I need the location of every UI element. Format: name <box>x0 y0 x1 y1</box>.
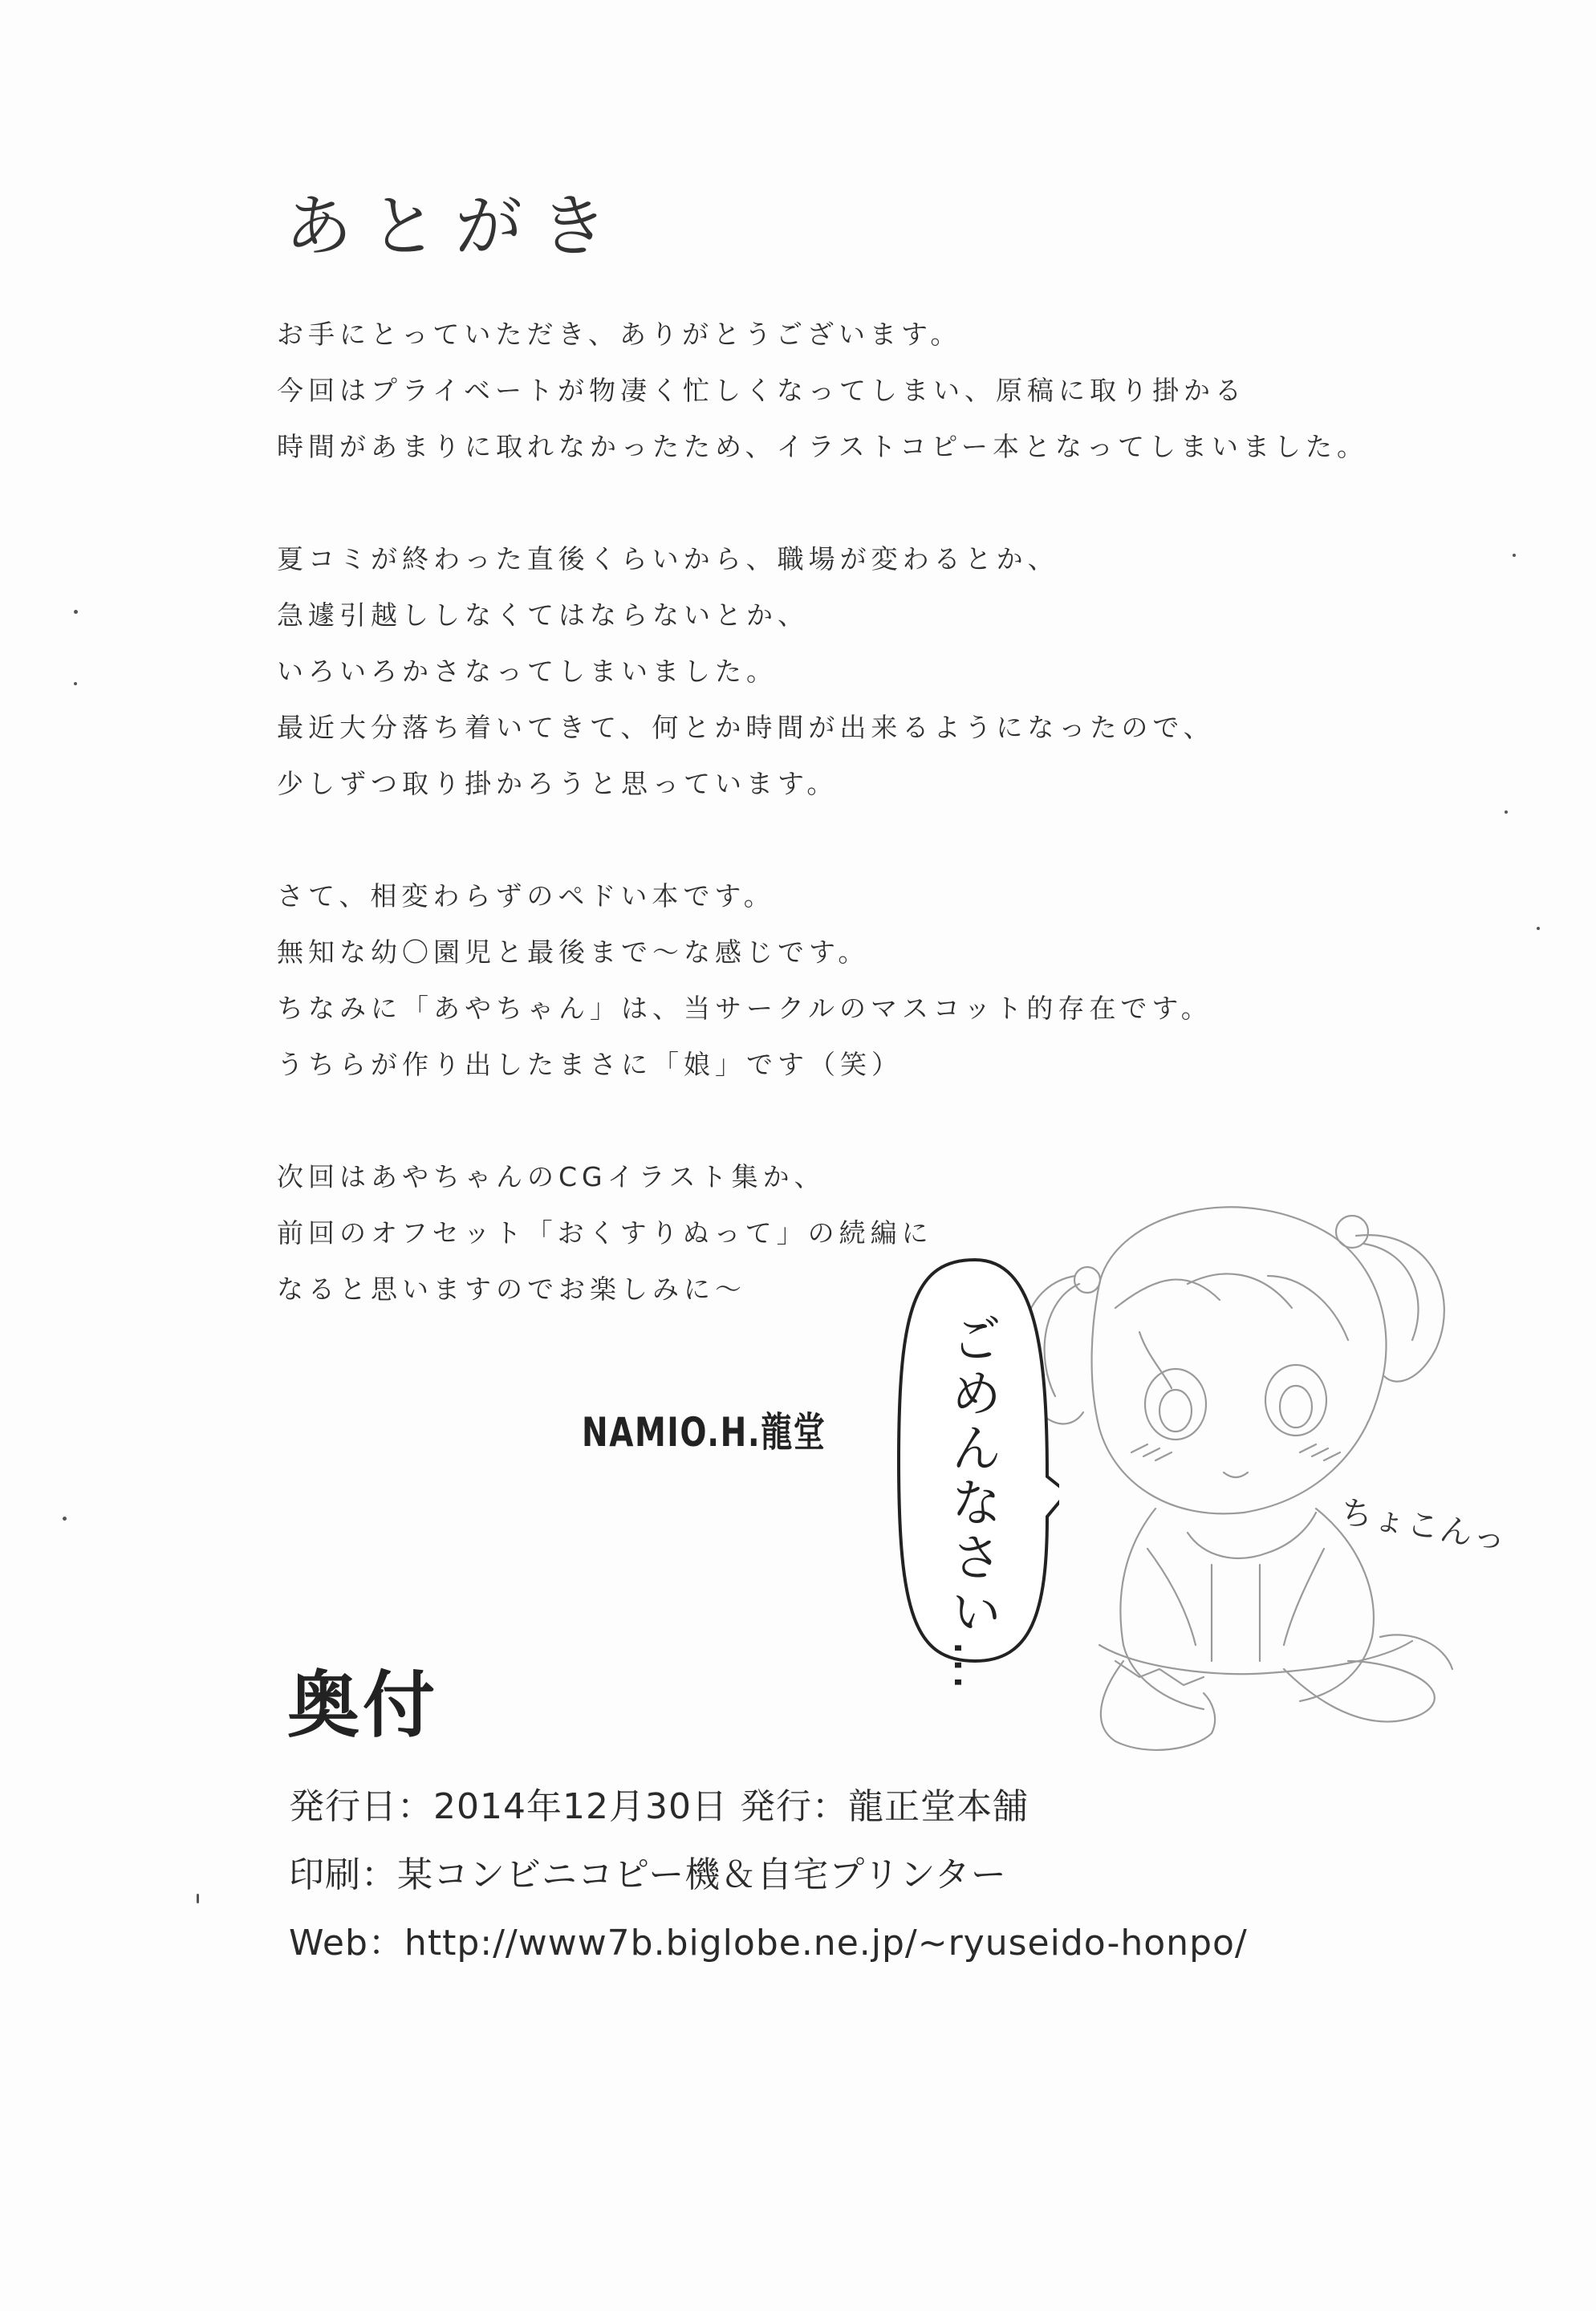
afterword-line: 今回はプライベートが物凄く忙しくなってしまい、原稿に取り掛かる <box>277 375 1247 406</box>
afterword-line: お手にとっていただき、ありがとうございます。 <box>277 319 962 350</box>
scan-speck <box>74 610 78 614</box>
afterword-line: いろいろかさなってしまいました。 <box>277 656 778 687</box>
author-signature: NAMIO.H.龍堂 <box>582 1409 826 1456</box>
scan-speck <box>197 1894 199 1903</box>
colophon-publish-line: 発行日：2014年12月30日 発行：龍正堂本舗 <box>289 1786 1029 1827</box>
afterword-line: 次回はあやちゃんのCGイラスト集か、 <box>277 1161 826 1192</box>
scan-speck <box>63 1517 67 1521</box>
afterword-line: 無知な幼〇園児と最後まで～な感じです。 <box>277 936 870 968</box>
colophon-print-line: 印刷：某コンビニコピー機＆自宅プリンター <box>289 1854 1007 1895</box>
afterword-line: うちらが作り出したまさに「娘」です（笑） <box>277 1049 903 1080</box>
afterword-line: さて、相変わらずのペドい本です。 <box>277 880 775 912</box>
colophon-web-line: Web：http://www7b.biglobe.ne.jp/~ryuseido-honpo/ <box>289 1923 1248 1964</box>
afterword-line: 少しずつ取り掛かろうと思っています。 <box>277 768 839 799</box>
scan-speck <box>1505 810 1508 814</box>
colophon-title: 奥付 <box>287 1663 438 1748</box>
afterword-line: 最近大分落ち着いてきて、何とか時間が出来るようになったので、 <box>277 712 1215 743</box>
afterword-line: 時間があまりに取れなかったため、イラストコピー本となってしまいました。 <box>277 431 1369 462</box>
afterword-title: あとがき <box>285 187 626 266</box>
afterword-line: なると思いますのでお楽しみに～ <box>277 1273 746 1305</box>
afterword-line: ちなみに「あやちゃん」は、当サークルのマスコット的存在です。 <box>277 993 1212 1024</box>
scan-speck <box>74 682 77 685</box>
sound-effect-text: ちょこんっ <box>1337 1493 1510 1559</box>
afterword-line: 夏コミが終わった直後くらいから、職場が変わるとか、 <box>277 543 1059 575</box>
scan-speck <box>1513 554 1516 557</box>
pencil-sketch-illustration <box>979 1147 1557 1757</box>
scan-speck <box>1537 927 1540 930</box>
speech-bubble-text: ごめんなさい… <box>942 1312 1001 1694</box>
afterword-line: 急遽引越ししなくてはならないとか、 <box>277 599 809 631</box>
afterword-line: 前回のオフセット「おくすりぬって」の続編に <box>277 1217 933 1249</box>
